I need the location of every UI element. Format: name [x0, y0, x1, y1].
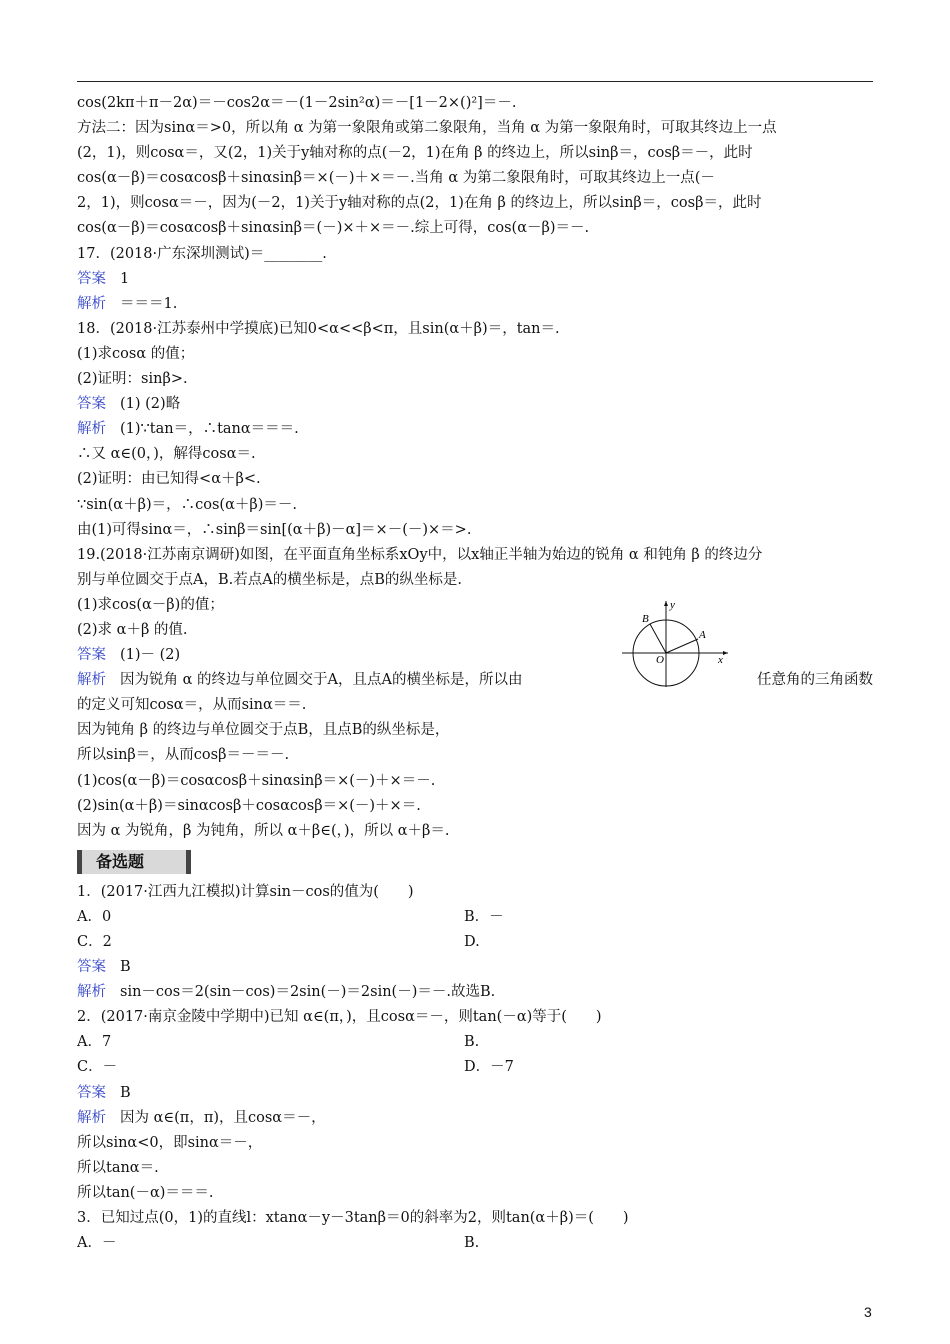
- text-line: [77, 216, 873, 241]
- text-line: [77, 91, 873, 116]
- unit-circle-figure: [620, 597, 730, 689]
- option-text: B.: [464, 1235, 480, 1252]
- y-axis-label: y: [670, 599, 675, 611]
- text-line: [77, 1030, 873, 1055]
- solution-block: [77, 91, 873, 844]
- line-text: 所以tanα＝.: [77, 1159, 159, 1176]
- line-text: (2)sin(α＋β)＝sinαcosβ＋cosαcosβ＝×(－)＋×＝.: [77, 797, 421, 814]
- text-line: [77, 643, 873, 668]
- line-text: cos(2kπ＋π－2α)＝－cos2α＝－(1－2sin²α)＝－[1－2×()²]＝－.: [77, 95, 517, 111]
- text-line: [77, 955, 873, 980]
- line-text: 2．(2017·南京金陵中学期中)已知 α∈(π，)，且cosα＝－，则tan(－α)等于( ): [77, 1009, 602, 1026]
- line-text: sin－cos＝2(sin－cos)＝2sin(－)＝2sin(－)＝－.故选B.: [120, 984, 496, 1001]
- text-line: [77, 1156, 873, 1181]
- analysis-label: 解析: [77, 295, 106, 312]
- line-text: cos(α－β)＝cosαcosβ＋sinαsinβ＝×(－)＋×＝－.当角 α 为第二象限角时，可取其终边上一点(－: [77, 170, 715, 187]
- line-text: (1)－ (2): [120, 647, 181, 664]
- text-line: [77, 1055, 873, 1080]
- text-line: [77, 880, 873, 905]
- line-text: ＝＝＝1.: [120, 295, 178, 312]
- line-text: (1)cos(α－β)＝cosαcosβ＋sinαsinβ＝×(－)＋×＝－.: [77, 772, 436, 789]
- analysis-label: 解析: [77, 984, 106, 1001]
- line-text: (2)证明：sinβ>.: [77, 371, 188, 388]
- text-line: [77, 1005, 873, 1030]
- text-line: [77, 1181, 873, 1206]
- text-line: [77, 1231, 873, 1256]
- line-text: 因为 α∈(π，π)，且cosα＝－，: [120, 1109, 326, 1126]
- answer-label: 答案: [77, 1084, 106, 1101]
- text-line: [77, 342, 873, 367]
- line-text: 别与单位圆交于点A，B.若点A的横坐标是，点B的纵坐标是.: [77, 571, 462, 588]
- text-line: [77, 317, 873, 342]
- line-text: ∴又 α∈(0，)，解得cosα＝.: [77, 446, 256, 463]
- text-line: [77, 242, 873, 267]
- line-text: 2，1)，则cosα＝－，因为(－2，1)关于y轴对称的点(2，1)在角 β 的终边上，所以sinβ＝，cosβ＝，此时: [77, 195, 762, 212]
- text-line: [77, 493, 873, 518]
- line-text: (2)求 α＋β 的值.: [77, 621, 188, 638]
- line-text: 所以sinα<0，即sinα＝－，: [77, 1134, 263, 1151]
- line-text: 因为钝角 β 的终边与单位圆交于点B，且点B的纵坐标是，: [77, 722, 450, 739]
- analysis-label: 解析: [77, 672, 106, 689]
- line-text: 18．(2018·江苏泰州中学摸底)已知0<α<<β<π，且sin(α＋β)＝，tan＝.: [77, 320, 560, 337]
- origin-label: O: [656, 654, 664, 666]
- y-axis-arrow: [664, 601, 668, 606]
- text-line: [77, 518, 873, 543]
- text-line: [77, 166, 873, 191]
- line-text: 因为 α 为锐角，β 为钝角，所以 α＋β∈(，)，所以 α＋β＝.: [77, 822, 450, 839]
- text-line: [77, 543, 873, 568]
- text-line: [77, 467, 873, 492]
- text-line: [77, 191, 873, 216]
- text-line: [77, 769, 873, 794]
- line-text: 所以sinβ＝，从而cosβ＝－＝－.: [77, 747, 290, 764]
- option-text: B．－: [464, 908, 504, 925]
- text-line: [77, 1081, 873, 1106]
- line-text: C．2: [77, 934, 112, 950]
- line-text: B: [120, 1084, 131, 1101]
- line-text: C．－: [77, 1059, 118, 1076]
- text-line: [77, 442, 873, 467]
- page-content: [77, 91, 873, 1256]
- line-text: 19.(2018·江苏南京调研)如图，在平面直角坐标系xOy中，以x轴正半轴为始边的锐角 α 和钝角 β 的终边分: [77, 546, 763, 563]
- text-line: [77, 794, 873, 819]
- line-text: 1．(2017·江西九江模拟)计算sin－cos的值为( ): [77, 883, 414, 900]
- option-text: D．－7: [464, 1059, 514, 1076]
- text-line: [77, 819, 873, 844]
- text-line: [77, 718, 873, 743]
- line-text: (1)求cos(α－β)的值；: [77, 596, 224, 613]
- line-text: (1)∵tan＝，∴tanα＝＝＝.: [120, 421, 299, 438]
- point-a-label: A: [699, 629, 706, 641]
- option-text: D.: [464, 934, 480, 950]
- header-rule: [77, 81, 873, 82]
- line-text: 1: [120, 270, 130, 287]
- line-text: 所以tan(－α)＝＝＝.: [77, 1184, 214, 1201]
- line-text: A．0: [77, 908, 112, 925]
- analysis-label: 解析: [77, 1109, 106, 1126]
- line-text: (2)证明：由已知得<α＋β<.: [77, 471, 261, 488]
- text-line: [77, 980, 873, 1005]
- text-line: [77, 1106, 873, 1131]
- line-text: A．－: [77, 1235, 117, 1252]
- line-text: 的定义可知cosα＝，从而sinα＝＝.: [77, 697, 307, 714]
- text-line: [77, 618, 873, 643]
- text-line: [77, 141, 873, 166]
- point-b-label: B: [642, 613, 649, 625]
- answer-label: 答案: [77, 959, 106, 976]
- terminal-side-beta: [650, 624, 666, 653]
- section-title: 备选题: [96, 851, 145, 871]
- text-line: [77, 930, 873, 955]
- line-text: (1) (2)略: [120, 396, 181, 413]
- text-line: [77, 267, 873, 292]
- answer-label: 答案: [77, 396, 106, 413]
- text-line: [77, 367, 873, 392]
- answer-label: 答案: [77, 270, 106, 287]
- text-line: [77, 1206, 873, 1231]
- line-text: A．7: [77, 1034, 112, 1051]
- line-text: 由(1)可得sinα＝，∴sinβ＝sin[(α＋β)－α]＝×－(－)×＝>.: [77, 521, 472, 538]
- text-line: [77, 693, 873, 718]
- text-line: [77, 292, 873, 317]
- line-text: (2，1)，则cosα＝，又(2，1)关于y轴对称的点(－2，1)在角 β 的终边上，所以sinβ＝，cosβ＝－，此时: [77, 145, 753, 162]
- extra-problems-block: [77, 880, 873, 1256]
- text-line: [77, 905, 873, 930]
- line-text: 因为锐角 α 的终边与单位圆交于A，且点A的横坐标是，所以由: [120, 672, 523, 689]
- line-text: cos(α－β)＝cosαcosβ＋sinαsinβ＝(－)×＋×＝－.综上可得，cos(α－β)＝－.: [77, 220, 590, 237]
- text-line: [77, 743, 873, 768]
- page-number: 3: [864, 1304, 872, 1320]
- text-line: [77, 392, 873, 417]
- option-text: B.: [464, 1034, 480, 1051]
- line-text: 17．(2018·广东深圳测试)＝________.: [77, 245, 327, 262]
- section-header: [77, 850, 186, 874]
- answer-label: 答案: [77, 647, 106, 664]
- x-axis-label: x: [718, 654, 723, 666]
- terminal-side-alpha: [666, 639, 698, 653]
- text-line: [77, 116, 873, 141]
- text-line: [77, 1131, 873, 1156]
- line-text-right: 任意角的三角函数: [757, 672, 873, 689]
- line-text: 3．已知过点(0，1)的直线l：xtanα－y－3tanβ＝0的斜率为2，则tan(α＋β)＝( ): [77, 1210, 629, 1227]
- text-line: [77, 593, 873, 618]
- text-line: [77, 668, 873, 693]
- line-text: 方法二：因为sinα＝>0，所以角 α 为第一象限角或第二象限角，当角 α 为第一象限角时，可取其终边上一点: [77, 120, 777, 137]
- line-text: B: [120, 959, 131, 976]
- text-line: [77, 568, 873, 593]
- line-text: ∵sin(α＋β)＝，∴cos(α＋β)＝－.: [77, 496, 298, 513]
- x-axis-arrow: [723, 651, 728, 655]
- text-line: [77, 417, 873, 442]
- analysis-label: 解析: [77, 421, 106, 438]
- line-text: (1)求cosα 的值；: [77, 345, 195, 362]
